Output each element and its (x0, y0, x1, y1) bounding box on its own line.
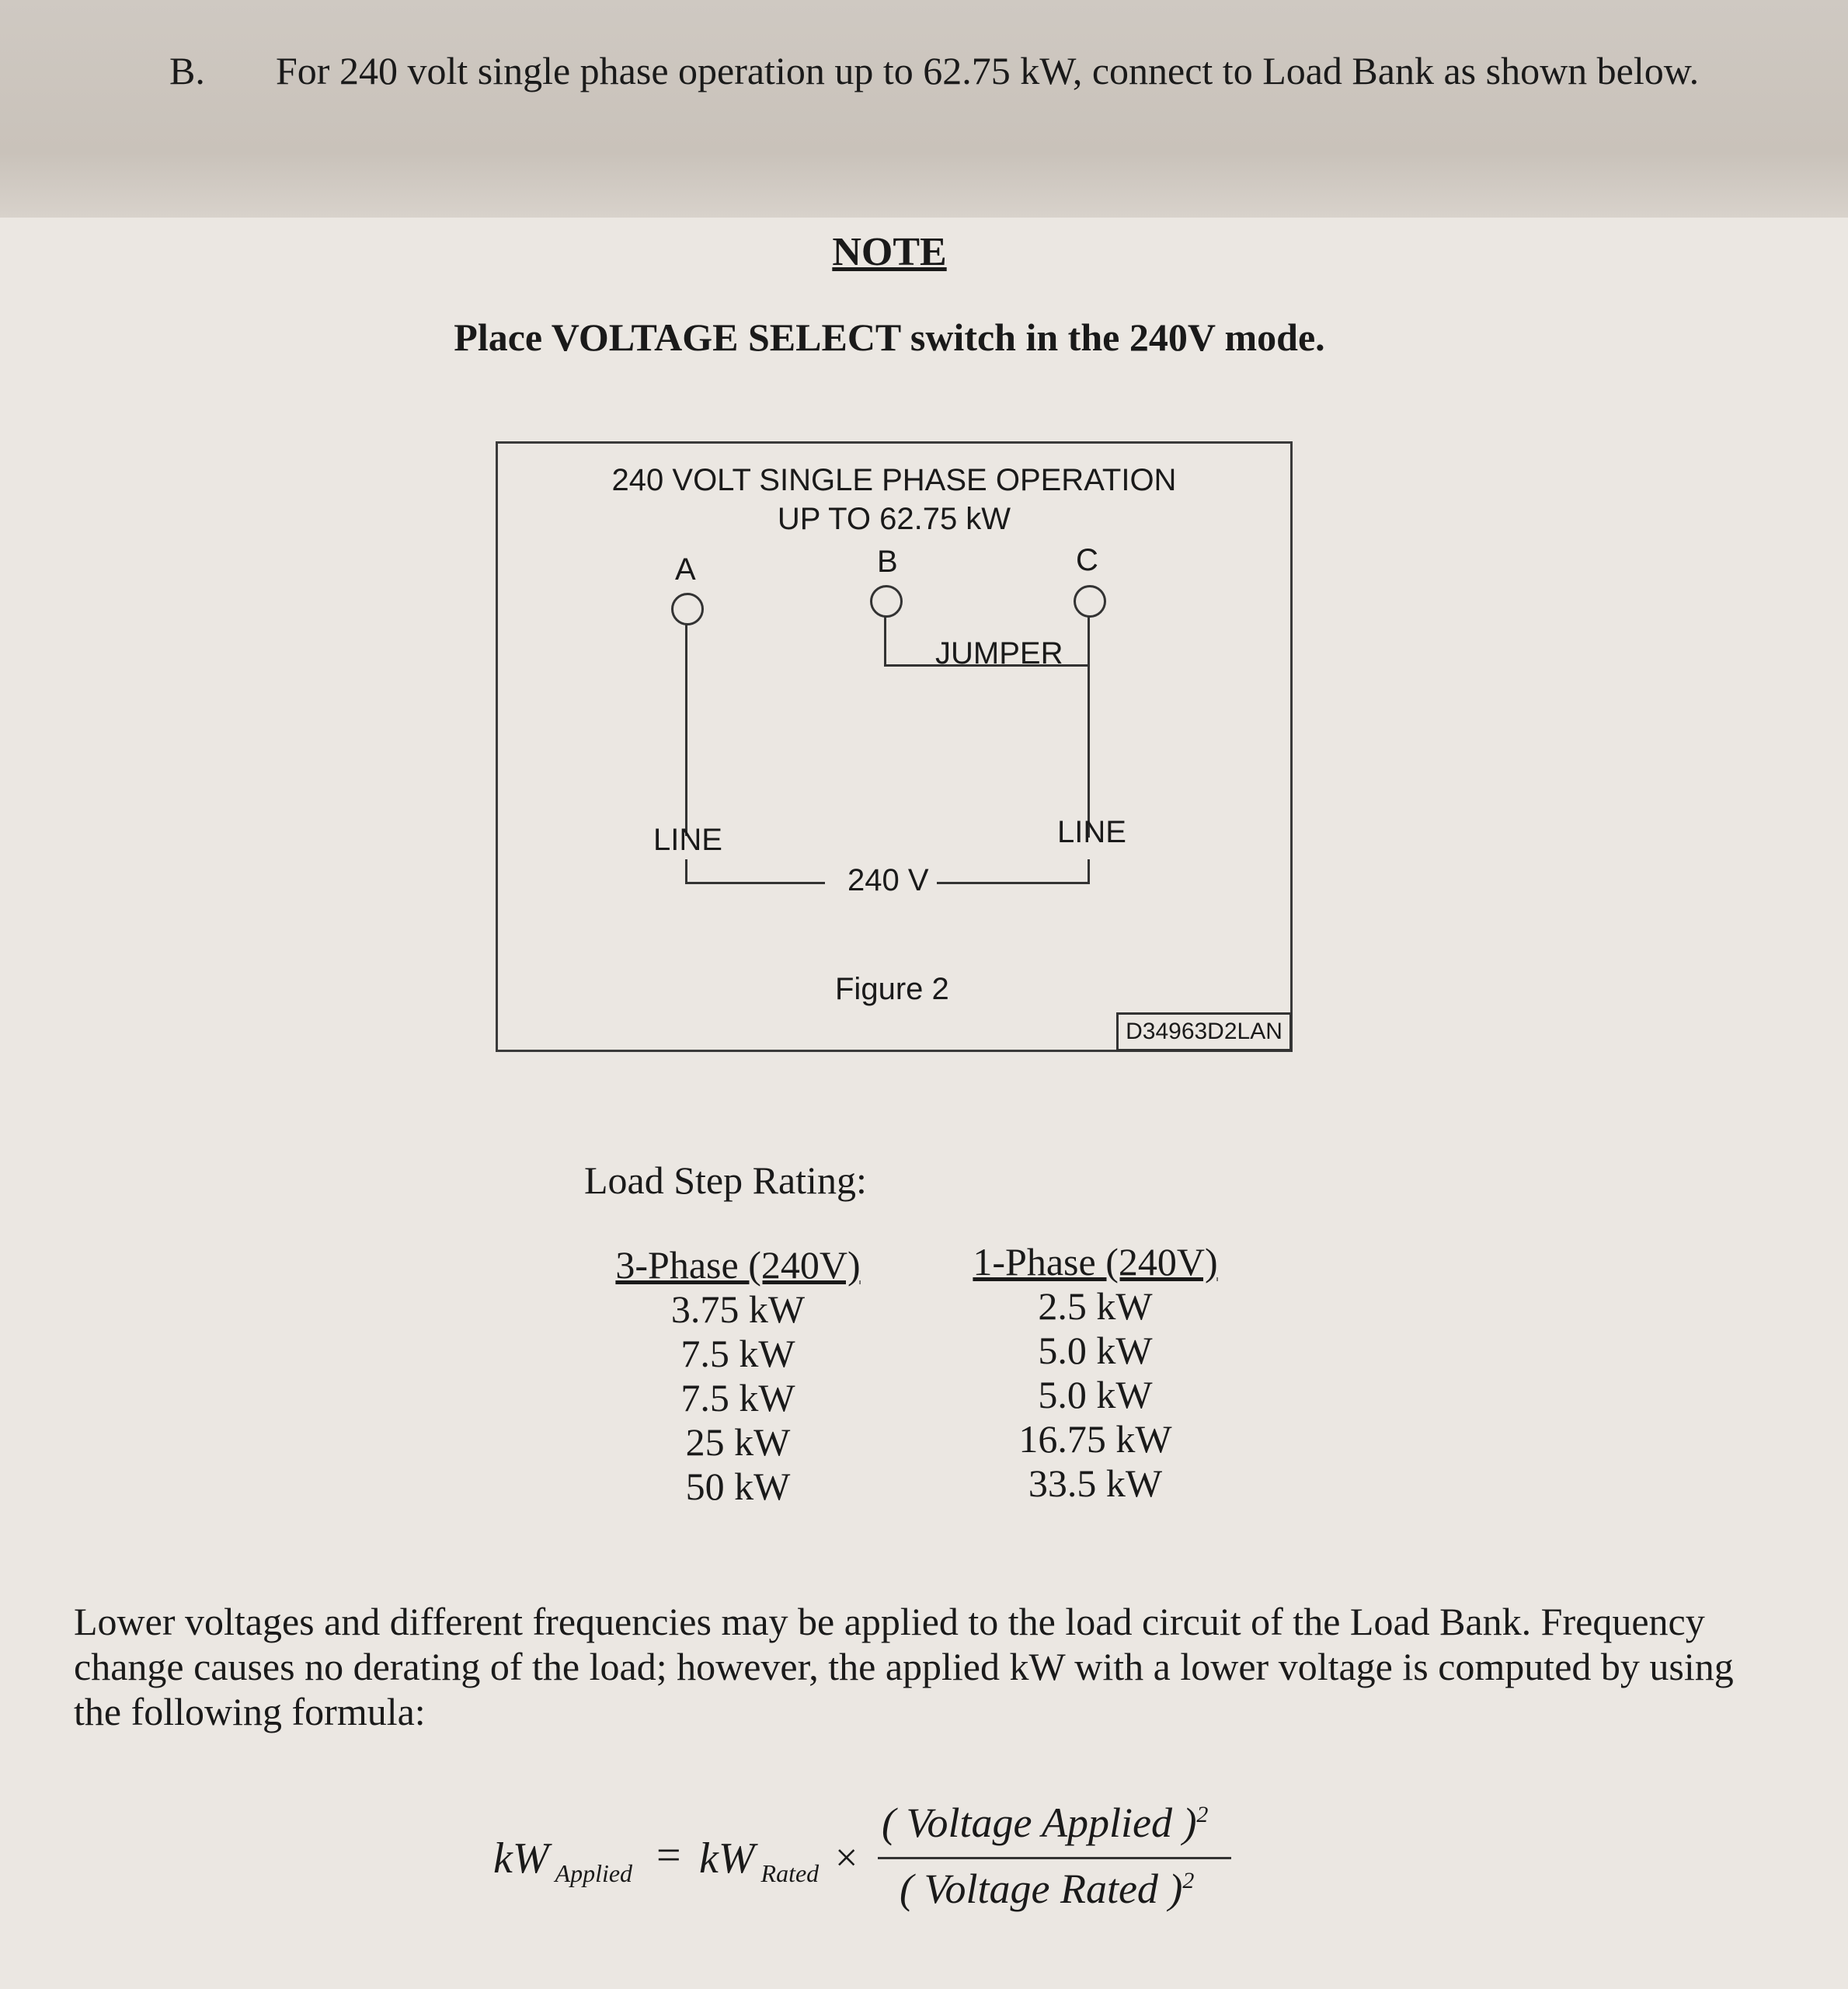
terminal-a (671, 593, 704, 625)
wire-a-bottom (685, 882, 825, 884)
step-instruction: For 240 volt single phase operation up to 62.75 kW, connect to Load Bank as shown below. (276, 49, 1700, 92)
three-phase-value: 7.5 kW (680, 1376, 795, 1419)
single-phase-value: 33.5 kW (1028, 1461, 1163, 1505)
terminal-b-label: B (877, 545, 898, 579)
figure-title (498, 461, 1290, 538)
formula-equals: = (656, 1831, 681, 1879)
three-phase-value: 25 kW (685, 1420, 791, 1464)
wire-a-down (685, 623, 687, 836)
load-step-title: Load Step Rating: (584, 1158, 867, 1202)
formula-lhs-sub: Applied (555, 1859, 633, 1888)
derating-paragraph: Lower voltages and different frequencies may be applied to the load circuit of the Load Bank. Frequency change causes no derating of the load; however, the applied kW with a lower voltage is computed by using the following formula: (74, 1600, 1734, 1733)
figure-code: D34963D2LAN (1116, 1012, 1292, 1051)
line-right-label: LINE (1057, 815, 1126, 849)
three-phase-value: 50 kW (685, 1465, 791, 1508)
formula-rated (699, 1834, 819, 1888)
terminal-a-label: A (675, 552, 696, 587)
terminal-c (1074, 585, 1106, 618)
formula-times: × (835, 1836, 858, 1880)
single-phase-column (955, 1240, 1235, 1506)
formula-denominator (900, 1865, 1194, 1913)
wire-c-lower (1088, 859, 1090, 884)
formula-lhs-kw: kW (493, 1834, 549, 1883)
single-phase-value: 5.0 kW (1038, 1329, 1153, 1372)
line-left-label: LINE (653, 823, 722, 857)
formula-numerator-exp: 2 (1196, 1802, 1209, 1827)
three-phase-column (598, 1243, 878, 1509)
terminal-b (870, 585, 903, 618)
figure-title-line2: UP TO 62.75 kW (777, 502, 1011, 536)
formula-lhs (493, 1834, 632, 1888)
single-phase-value: 5.0 kW (1038, 1373, 1153, 1416)
wiring-figure (496, 441, 1293, 1052)
formula-denominator-text: ( Voltage Rated ) (900, 1865, 1183, 1912)
formula-numerator (882, 1799, 1208, 1847)
terminal-c-label: C (1076, 543, 1098, 577)
three-phase-header: 3-Phase (240V) (615, 1243, 861, 1287)
note-title: NOTE (832, 230, 947, 274)
formula-rated-sub: Rated (760, 1859, 820, 1888)
single-phase-header: 1-Phase (240V) (973, 1240, 1218, 1284)
fraction-bar (878, 1857, 1231, 1859)
figure-caption: Figure 2 (835, 972, 949, 1006)
wire-c-bottom (937, 882, 1090, 884)
three-phase-value: 7.5 kW (680, 1332, 795, 1375)
single-phase-value: 16.75 kW (1018, 1417, 1172, 1461)
wire-c-down (1088, 615, 1090, 838)
formula-numerator-text: ( Voltage Applied ) (882, 1799, 1197, 1846)
jumper-label: JUMPER (935, 636, 1063, 671)
wire-a-lower (685, 859, 687, 884)
step-letter: B. (169, 49, 205, 92)
figure-title-line1: 240 VOLT SINGLE PHASE OPERATION (611, 463, 1177, 497)
jumper-b-down (884, 615, 886, 667)
note-text: Place VOLTAGE SELECT switch in the 240V mode. (454, 315, 1325, 359)
previous-page-band (0, 0, 1848, 218)
single-phase-value: 2.5 kW (1038, 1284, 1153, 1328)
formula-denominator-exp: 2 (1182, 1868, 1195, 1893)
three-phase-value: 3.75 kW (670, 1287, 806, 1331)
formula-rated-kw: kW (699, 1834, 755, 1883)
voltage-label: 240 V (847, 863, 929, 897)
